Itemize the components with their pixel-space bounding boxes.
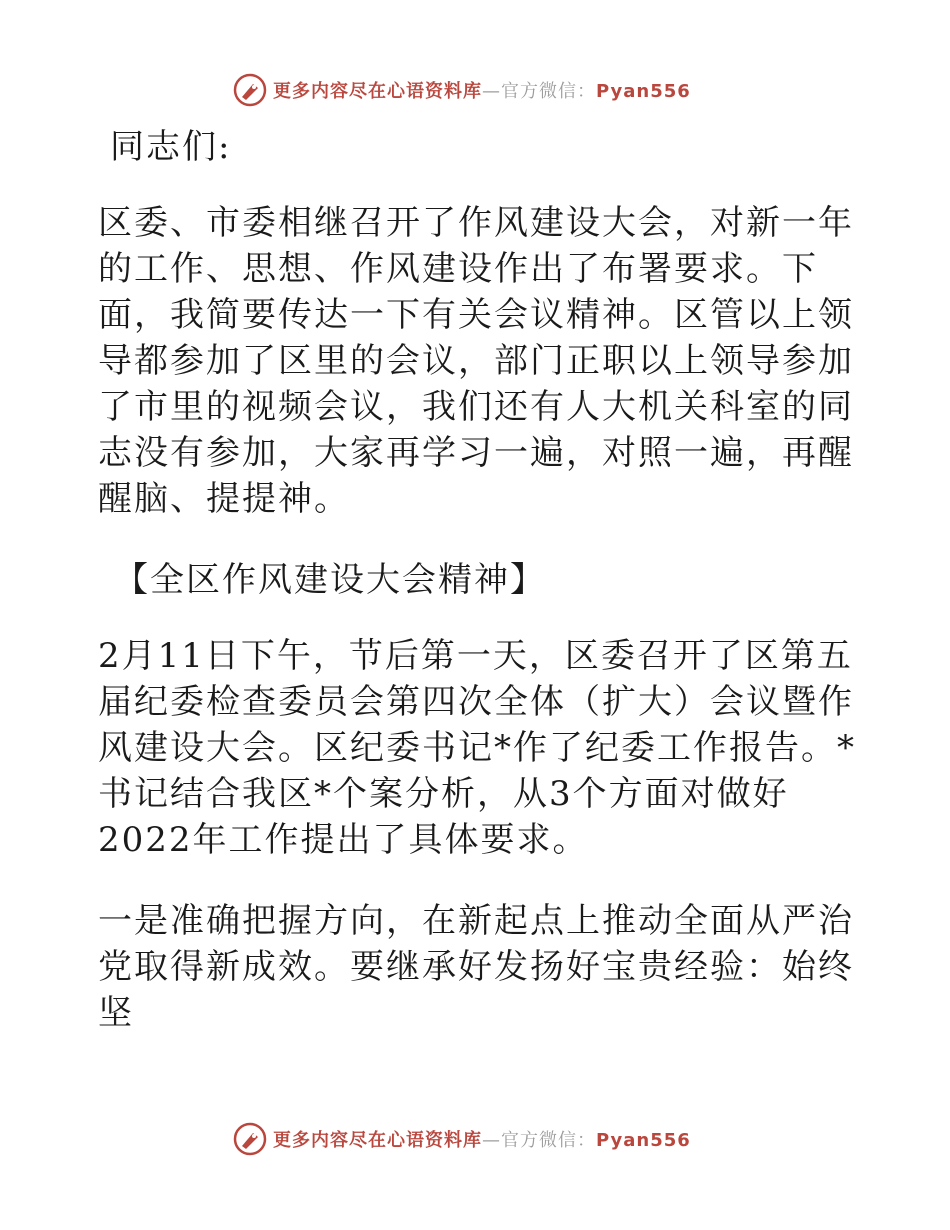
pen-nib-circle-icon — [233, 73, 267, 107]
body-paragraph: 一是准确把握方向，在新起点上推动全面从严治党取得新成效。要继承好发扬好宝贵经验：始终坚 — [98, 901, 854, 1033]
watermark-main-text: 更多内容尽在心语资料库 — [273, 1130, 482, 1151]
watermark-official-label: 官方微信： — [501, 1130, 596, 1151]
body-paragraph: 2月11日下午，节后第一天，区委召开了区第五届纪委检查委员会第四次全体（扩大）会议暨作风建设大会。区纪委书记*作了纪委工作报告。*书记结合我区*个案分析，从3个方面对做好2022年工作提出了具体要求。 — [98, 636, 856, 860]
header-watermark — [233, 72, 691, 108]
watermark-main-text: 更多内容尽在心语资料库 — [273, 81, 482, 102]
body-paragraph: 区委、市委相继召开了作风建设大会，对新一年的工作、思想、作风建设作出了布署要求。下面，我简要传达一下有关会议精神。区管以上领导都参加了区里的会议，部门正职以上领导参加了市里的视频会议，我们还有人大机关科室的同志没有参加，大家再学习一遍，对照一遍，再醒醒脑、提提神。 — [98, 203, 854, 519]
watermark-separator: — — [482, 81, 501, 102]
section-heading: 【全区作风建设大会精神】 — [114, 560, 546, 600]
watermark-official-label: 官方微信： — [501, 81, 596, 102]
watermark-wechat-id: Pyan556 — [596, 81, 691, 102]
pen-nib-circle-icon — [233, 1122, 267, 1156]
footer-watermark — [233, 1121, 691, 1157]
salutation: 同志们: — [110, 127, 232, 167]
watermark-separator: — — [482, 1130, 501, 1151]
watermark-wechat-id: Pyan556 — [596, 1130, 691, 1151]
document-body — [98, 124, 858, 1071]
